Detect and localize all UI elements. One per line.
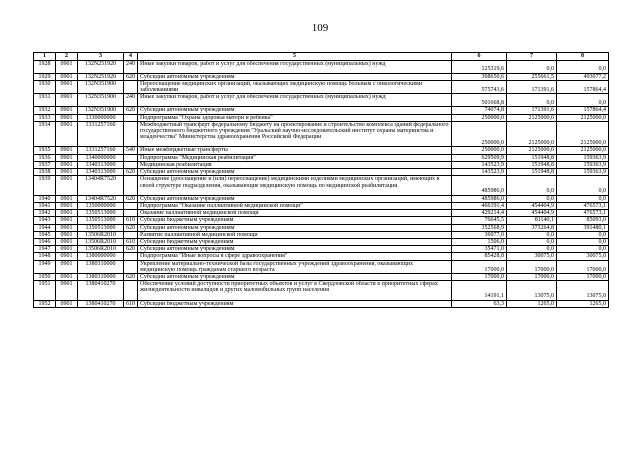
target-article-cell: 1350000000 (78, 202, 124, 209)
table-row (34, 73, 609, 80)
row-number-cell: 1933 (34, 114, 56, 121)
column-header: 7 (507, 53, 557, 61)
section-code-cell: 0901 (56, 217, 78, 224)
amount-year2-cell: 454404,9 (507, 202, 557, 209)
item-name-cell: Подпрограмма "Оказание паллиативной медицинской помощи" (138, 202, 452, 209)
page-number: 109 (311, 22, 329, 34)
amount-year3-cell: 1265,0 (557, 300, 609, 307)
item-name-cell: Оказание паллиативной медицинской помощи (138, 210, 452, 217)
amount-year2-cell: 30075,0 (507, 253, 557, 260)
row-number-cell: 1931 (34, 94, 56, 107)
target-article-cell: 1380310000 (78, 273, 124, 280)
row-number-cell: 1948 (34, 253, 56, 260)
section-code-cell: 0901 (56, 210, 78, 217)
row-number-cell: 1936 (34, 154, 56, 161)
column-header: 3 (78, 53, 124, 61)
row-number-cell: 1928 (34, 60, 56, 73)
target-article-cell: 132N251920 (78, 60, 124, 73)
table-row (34, 260, 609, 273)
amount-year3-cell: 157864,4 (557, 80, 609, 93)
expense-type-cell (124, 231, 138, 238)
item-name-cell: Иные закупки товаров, работ и услуг для обеспечения государственных (муниципальных) нужд (138, 94, 452, 107)
table-row (34, 224, 609, 231)
amount-year2-cell: 0,0 (507, 195, 557, 202)
amount-year2-cell: 2125000,0 (507, 147, 557, 154)
target-article-cell: 13506R2010 (78, 238, 124, 245)
target-article-cell: 13404R7520 (78, 176, 124, 195)
budget-table (33, 52, 609, 308)
target-article-cell: 1350513000 (78, 210, 124, 217)
table-row (34, 161, 609, 168)
row-number-cell: 1942 (34, 210, 56, 217)
target-article-cell: 13404R7520 (78, 195, 124, 202)
expense-type-cell (124, 253, 138, 260)
target-article-cell: 1340000000 (78, 154, 124, 161)
item-name-cell: Субсидии бюджетным учреждениям (138, 300, 452, 307)
section-code-cell: 0901 (56, 94, 78, 107)
item-name-cell: Иные закупки товаров, работ и услуг для обеспечения государственных (муниципальных) нужд (138, 60, 452, 73)
section-code-cell: 0901 (56, 73, 78, 80)
column-header: 1 (34, 53, 56, 61)
item-name-cell: Обеспечение условий доступности приоритетных объектов и услуг в Свердловской области в приоритетных сферах жизнедеятельности инвалидов и других маломобильных групп населения (138, 281, 452, 300)
target-article-cell: 132N251920 (78, 73, 124, 80)
section-code-cell: 0901 (56, 107, 78, 114)
amount-year1-cell: 125319,6 (452, 60, 507, 73)
expense-type-cell: 620 (124, 224, 138, 231)
amount-year3-cell: 2125000,0 (557, 147, 609, 154)
amount-year2-cell: 0,0 (507, 94, 557, 107)
table-row (34, 94, 609, 107)
item-name-cell: Субсидии автономным учреждениям (138, 246, 452, 253)
expense-type-cell: 620 (124, 246, 138, 253)
section-code-cell: 0901 (56, 154, 78, 161)
amount-year1-cell: 17000,0 (452, 273, 507, 280)
amount-year3-cell: 159363,9 (557, 154, 609, 161)
amount-year1-cell: 501668,8 (452, 94, 507, 107)
item-name-cell: Субсидии бюджетным учреждениям (138, 217, 452, 224)
section-code-cell: 0901 (56, 202, 78, 209)
section-code-cell: 0901 (56, 161, 78, 168)
amount-year2-cell: 17000,0 (507, 273, 557, 280)
amount-year1-cell: 352568,9 (452, 224, 507, 231)
item-name-cell: Субсидии автономным учреждениям (138, 273, 452, 280)
target-article-cell: 1380410270 (78, 300, 124, 307)
amount-year3-cell: 85093,0 (557, 217, 609, 224)
expense-type-cell: 620 (124, 73, 138, 80)
amount-year2-cell: 0,0 (507, 246, 557, 253)
row-number-cell: 1930 (34, 80, 56, 93)
expense-type-cell (124, 154, 138, 161)
section-code-cell: 0901 (56, 195, 78, 202)
section-code-cell: 0901 (56, 260, 78, 273)
amount-year1-cell: 35471,0 (452, 246, 507, 253)
row-number-cell: 1943 (34, 217, 56, 224)
amount-year2-cell: 2125000,0 (507, 114, 557, 121)
amount-year3-cell: 391480,1 (557, 224, 609, 231)
section-code-cell: 0901 (56, 273, 78, 280)
amount-year3-cell: 159363,9 (557, 169, 609, 176)
target-article-cell: 1380310000 (78, 260, 124, 273)
expense-type-cell: 610 (124, 238, 138, 245)
item-name-cell: Межбюджетный трансферт федеральному бюджету на проектирование и строительство комплекса зданий федерального государственного бюджетного учреждения "Уральский научно-исследовательский институт охраны материнства и младенчества" Министерства здравоохранения Российской Федерации (138, 121, 452, 147)
amount-year3-cell: 17000,0 (557, 273, 609, 280)
amount-year2-cell: 151948,8 (507, 161, 557, 168)
amount-year3-cell: 0,0 (557, 195, 609, 202)
amount-year3-cell: 493077,2 (557, 73, 609, 80)
item-name-cell: Переоснащение медицинских организаций, оказывающих медицинскую помощь больным с онкологическими заболеваниями (138, 80, 452, 93)
amount-year2-cell: 171391,6 (507, 80, 557, 93)
amount-year3-cell: 0,0 (557, 60, 609, 73)
section-code-cell: 0901 (56, 147, 78, 154)
table-row (34, 107, 609, 114)
amount-year2-cell: 255661,5 (507, 73, 557, 80)
column-header: 2 (56, 53, 78, 61)
amount-year3-cell: 157864,4 (557, 107, 609, 114)
expense-type-cell: 610 (124, 217, 138, 224)
item-name-cell: Субсидии бюджетным учреждениям (138, 238, 452, 245)
expense-type-cell (124, 210, 138, 217)
section-code-cell: 0901 (56, 224, 78, 231)
section-code-cell: 0901 (56, 281, 78, 300)
table-row (34, 154, 609, 161)
section-code-cell: 0901 (56, 60, 78, 73)
table-row (34, 202, 609, 209)
section-code-cell: 0901 (56, 246, 78, 253)
amount-year1-cell: 143523,9 (452, 169, 507, 176)
expense-type-cell: 240 (124, 94, 138, 107)
table-row (34, 60, 609, 73)
amount-year3-cell: 476573,1 (557, 210, 609, 217)
amount-year1-cell: 36977,0 (452, 231, 507, 238)
amount-year3-cell: 30075,0 (557, 253, 609, 260)
expense-type-cell: 620 (124, 273, 138, 280)
amount-year3-cell: 0,0 (557, 231, 609, 238)
row-number-cell: 1952 (34, 300, 56, 307)
table-header-row (34, 53, 609, 61)
amount-year3-cell: 13075,0 (557, 281, 609, 300)
amount-year2-cell: 0,0 (507, 60, 557, 73)
amount-year1-cell: 17000,0 (452, 260, 507, 273)
amount-year3-cell: 0,0 (557, 94, 609, 107)
amount-year1-cell: 14191,1 (452, 281, 507, 300)
item-name-cell: Развитие паллиативной медицинской помощи (138, 231, 452, 238)
amount-year2-cell: 151948,8 (507, 154, 557, 161)
column-header: 8 (557, 53, 609, 61)
amount-year1-cell: 250000,0 (452, 114, 507, 121)
table-row (34, 121, 609, 147)
amount-year3-cell: 17000,0 (557, 260, 609, 273)
amount-year1-cell: 466191,4 (452, 202, 507, 209)
amount-year3-cell: 0,0 (557, 246, 609, 253)
section-code-cell: 0901 (56, 231, 78, 238)
row-number-cell: 1947 (34, 246, 56, 253)
amount-year2-cell: 454404,9 (507, 210, 557, 217)
section-code-cell: 0901 (56, 176, 78, 195)
amount-year2-cell: 373264,8 (507, 224, 557, 231)
target-article-cell: 13506R2010 (78, 231, 124, 238)
table-row (34, 176, 609, 195)
table-row (34, 273, 609, 280)
amount-year3-cell: 0,0 (557, 176, 609, 195)
section-code-cell: 0901 (56, 300, 78, 307)
item-name-cell: Субсидии автономным учреждениям (138, 224, 452, 231)
expense-type-cell: 540 (124, 147, 138, 154)
amount-year2-cell: 81140,1 (507, 217, 557, 224)
amount-year1-cell: 629509,9 (452, 154, 507, 161)
expense-type-cell: 240 (124, 60, 138, 73)
row-number-cell: 1946 (34, 238, 56, 245)
item-name-cell: Укрепление материально-технической базы государственных учреждений здравоохранения, оказывающих медицинскую помощь гражданам старшего возраста (138, 260, 452, 273)
amount-year2-cell: 1265,0 (507, 300, 557, 307)
expense-type-cell (124, 281, 138, 300)
table-row (34, 217, 609, 224)
amount-year2-cell: 17000,0 (507, 260, 557, 273)
expense-type-cell (124, 161, 138, 168)
amount-year2-cell: 2125000,0 (507, 121, 557, 147)
row-number-cell: 1938 (34, 169, 56, 176)
expense-type-cell: 610 (124, 300, 138, 307)
amount-year1-cell: 250000,0 (452, 147, 507, 154)
expense-type-cell (124, 121, 138, 147)
item-name-cell: Медицинская реабилитация (138, 161, 452, 168)
row-number-cell: 1940 (34, 195, 56, 202)
expense-type-cell: 620 (124, 107, 138, 114)
target-article-cell: 1340313000 (78, 161, 124, 168)
table-row (34, 281, 609, 300)
item-name-cell: Иные межбюджетные трансферты (138, 147, 452, 154)
expense-type-cell (124, 202, 138, 209)
amount-year3-cell: 159363,9 (557, 161, 609, 168)
amount-year1-cell: 74074,8 (452, 107, 507, 114)
item-name-cell: Подпрограмма "Охрана здоровья матери и ребенка" (138, 114, 452, 121)
amount-year1-cell: 250000,0 (452, 121, 507, 147)
section-code-cell: 0901 (56, 238, 78, 245)
expense-type-cell: 620 (124, 195, 138, 202)
expense-type-cell (124, 176, 138, 195)
target-article-cell: 1380000000 (78, 253, 124, 260)
target-article-cell: 1350513000 (78, 217, 124, 224)
table-row (34, 253, 609, 260)
column-header: 5 (138, 53, 452, 61)
row-number-cell: 1932 (34, 107, 56, 114)
amount-year3-cell: 0,0 (557, 238, 609, 245)
table-row (34, 80, 609, 93)
table-row (34, 147, 609, 154)
amount-year1-cell: 429214,4 (452, 210, 507, 217)
column-header: 6 (452, 53, 507, 61)
table-row (34, 195, 609, 202)
amount-year1-cell: 85428,8 (452, 253, 507, 260)
amount-year1-cell: 308650,6 (452, 73, 507, 80)
expense-type-cell (124, 114, 138, 121)
amount-year3-cell: 2125000,0 (557, 114, 609, 121)
target-article-cell: 132N351900 (78, 94, 124, 107)
row-number-cell: 1941 (34, 202, 56, 209)
item-name-cell: Подпрограмма "Медицинская реабилитация" (138, 154, 452, 161)
row-number-cell: 1935 (34, 147, 56, 154)
amount-year1-cell: 1506,0 (452, 238, 507, 245)
row-number-cell: 1951 (34, 281, 56, 300)
item-name-cell: Субсидии автономным учреждениям (138, 73, 452, 80)
amount-year2-cell: 0,0 (507, 231, 557, 238)
item-name-cell: Оснащение (дооснащение и (или) переоснащение) медицинскими изделиями медицинских организаций, имеющих в своей структуре подразделения, оказывающие медицинскую помощь по медицинской реабилитации (138, 176, 452, 195)
table-row (34, 300, 609, 307)
row-number-cell: 1944 (34, 224, 56, 231)
amount-year3-cell: 476573,1 (557, 202, 609, 209)
table-row (34, 231, 609, 238)
section-code-cell: 0901 (56, 114, 78, 121)
amount-year2-cell: 0,0 (507, 238, 557, 245)
row-number-cell: 1945 (34, 231, 56, 238)
expense-type-cell (124, 260, 138, 273)
target-article-cell: 132N351900 (78, 80, 124, 93)
target-article-cell: 1380410270 (78, 281, 124, 300)
target-article-cell: 1331257160 (78, 147, 124, 154)
target-article-cell: 1340313000 (78, 169, 124, 176)
amount-year1-cell: 575743,6 (452, 80, 507, 93)
item-name-cell: Субсидии автономным учреждениям (138, 195, 452, 202)
target-article-cell: 13506R2010 (78, 246, 124, 253)
amount-year1-cell: 63,3 (452, 300, 507, 307)
table-row (34, 114, 609, 121)
row-number-cell: 1937 (34, 161, 56, 168)
section-code-cell: 0901 (56, 169, 78, 176)
target-article-cell: 132N351900 (78, 107, 124, 114)
amount-year2-cell: 151948,8 (507, 169, 557, 176)
table-row (34, 169, 609, 176)
expense-type-cell: 620 (124, 169, 138, 176)
amount-year2-cell: 171391,6 (507, 107, 557, 114)
row-number-cell: 1934 (34, 121, 56, 147)
amount-year1-cell: 485986,0 (452, 195, 507, 202)
item-name-cell: Субсидии автономным учреждениям (138, 169, 452, 176)
row-number-cell: 1949 (34, 260, 56, 273)
column-header: 4 (124, 53, 138, 61)
expense-type-cell (124, 80, 138, 93)
amount-year3-cell: 2125000,0 (557, 121, 609, 147)
table-row (34, 210, 609, 217)
row-number-cell: 1929 (34, 73, 56, 80)
amount-year1-cell: 143523,9 (452, 161, 507, 168)
amount-year2-cell: 0,0 (507, 176, 557, 195)
amount-year1-cell: 76645,5 (452, 217, 507, 224)
amount-year1-cell: 485986,0 (452, 176, 507, 195)
table-row (34, 238, 609, 245)
amount-year2-cell: 13075,0 (507, 281, 557, 300)
section-code-cell: 0901 (56, 253, 78, 260)
table-row (34, 246, 609, 253)
row-number-cell: 1950 (34, 273, 56, 280)
target-article-cell: 1350513000 (78, 224, 124, 231)
target-article-cell: 1331257160 (78, 121, 124, 147)
target-article-cell: 1330000000 (78, 114, 124, 121)
row-number-cell: 1939 (34, 176, 56, 195)
section-code-cell: 0901 (56, 80, 78, 93)
item-name-cell: Подпрограмма "Иные вопросы в сфере здравоохранения" (138, 253, 452, 260)
item-name-cell: Субсидии автономным учреждениям (138, 107, 452, 114)
section-code-cell: 0901 (56, 121, 78, 147)
